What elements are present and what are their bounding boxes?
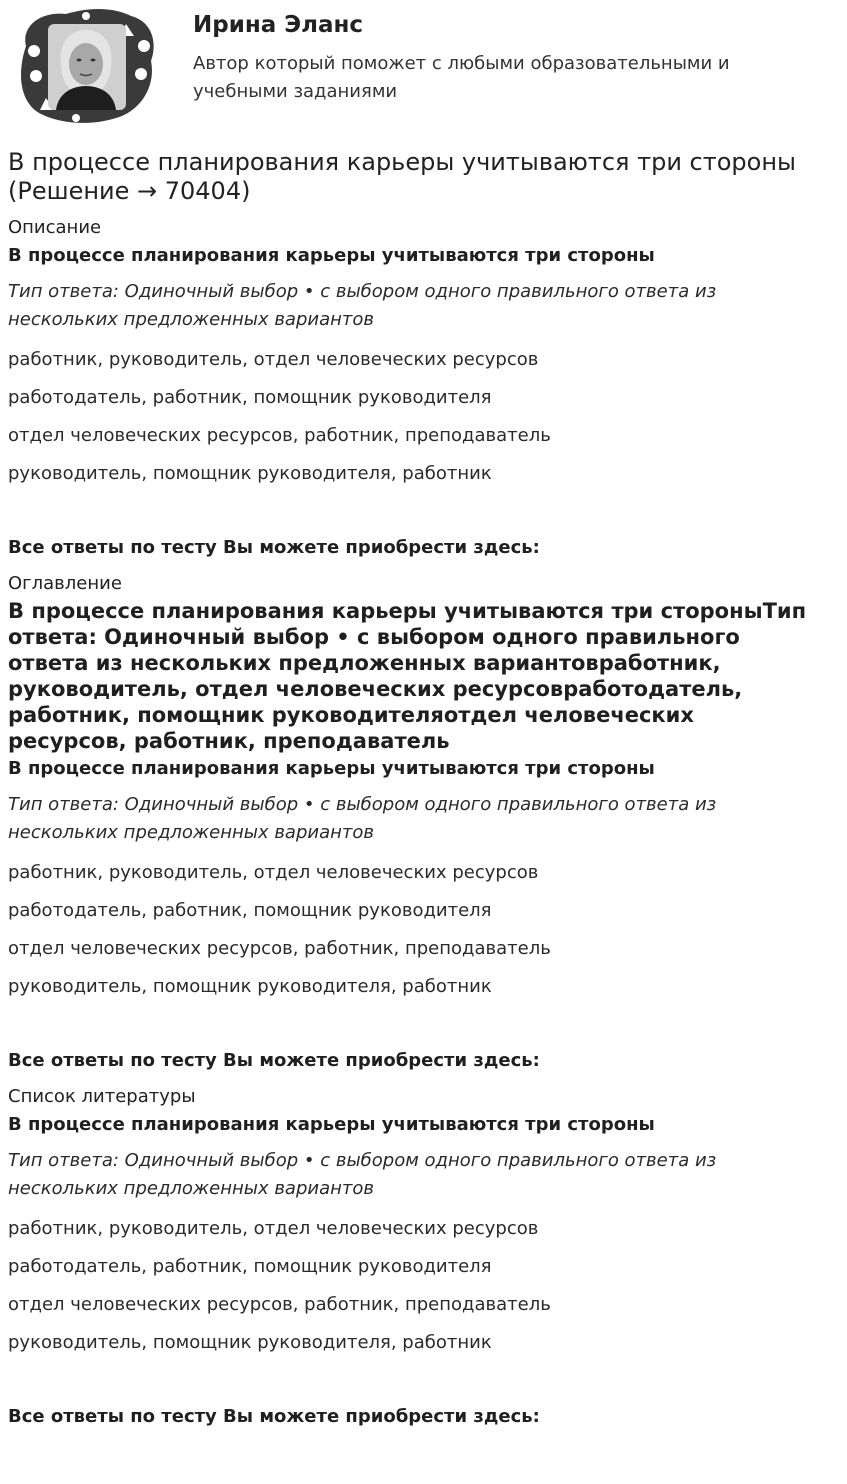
option-3: отдел человеческих ресурсов, работник, преподаватель [8,425,551,446]
option-3: отдел человеческих ресурсов, работник, преподаватель [8,1294,551,1315]
question-type: Тип ответа: Одиночный выбор • с выбором одного правильного ответа из нескольких предложенных вариантов [8,1150,717,1199]
option-1: работник, руководитель, отдел человеческих ресурсов [8,349,539,370]
author-avatar [16,6,158,126]
description-label: Описание [8,217,102,238]
option-1: работник, руководитель, отдел человеческих ресурсов [8,862,539,883]
option-4: руководитель, помощник руководителя, работник [8,976,492,997]
author-name: Ирина Эланс [193,12,364,38]
option-2: работодатель, работник, помощник руководителя [8,1256,492,1277]
page-title: В процессе планирования карьеры учитываются три стороны (Решение → 70404) [8,148,796,205]
option-3: отдел человеческих ресурсов, работник, преподаватель [8,938,551,959]
option-2: работодатель, работник, помощник руководителя [8,900,492,921]
literature-label: Список литературы [8,1086,196,1107]
toc-label: Оглавление [8,573,122,594]
toc-combined-text: В процессе планирования карьеры учитываются три стороныТип ответа: Одиночный выбор • с выбором одного правильного ответа из нескольких предложенных вариантовработник, руководитель, отдел человеческих ресурсовработодатель, работник, помощник руководителяотдел человеческих ресурсов, работник, преподаватель [8,599,807,753]
question-type: Тип ответа: Одиночный выбор • с выбором одного правильного ответа из нескольких предложенных вариантов [8,281,717,330]
question-text: В процессе планирования карьеры учитываются три стороны [8,1114,655,1135]
option-2: работодатель, работник, помощник руководителя [8,387,492,408]
buy-answers-text: Все ответы по тесту Вы можете приобрести здесь: [8,1406,540,1427]
buy-answers-text: Все ответы по тесту Вы можете приобрести здесь: [8,1050,540,1071]
option-4: руководитель, помощник руководителя, работник [8,463,492,484]
author-description: Автор который поможет с любыми образовательными и учебными заданиями [193,53,730,102]
question-type: Тип ответа: Одиночный выбор • с выбором одного правильного ответа из нескольких предложенных вариантов [8,794,717,843]
option-1: работник, руководитель, отдел человеческих ресурсов [8,1218,539,1239]
question-text: В процессе планирования карьеры учитываются три стороны [8,758,655,779]
question-text: В процессе планирования карьеры учитываются три стороны [8,245,655,266]
option-4: руководитель, помощник руководителя, работник [8,1332,492,1353]
buy-answers-text: Все ответы по тесту Вы можете приобрести здесь: [8,537,540,558]
author-block [8,0,839,140]
